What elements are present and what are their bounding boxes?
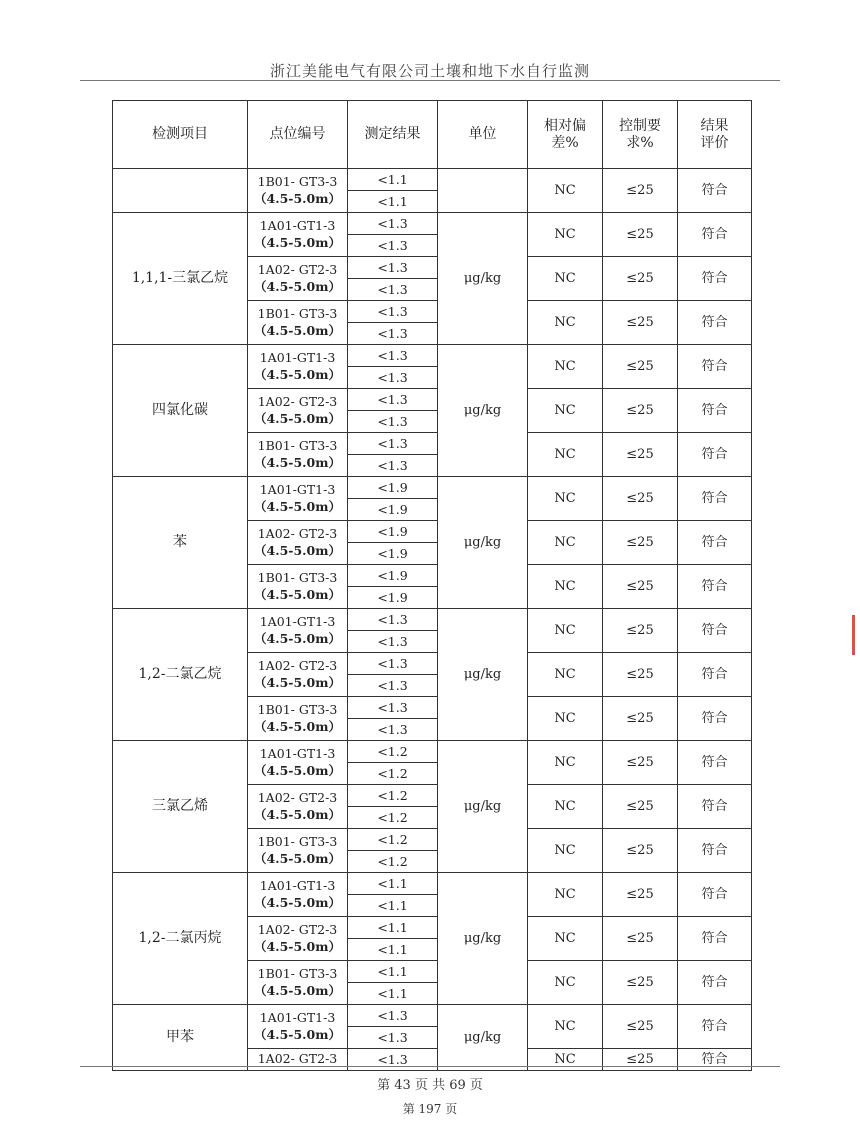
control-requirement-cell: ≤25: [603, 477, 678, 521]
result-cell: <1.3: [348, 455, 438, 477]
unit-cell: μg/kg: [438, 477, 528, 609]
item-name-cell: 苯: [113, 477, 248, 609]
point-id-cell: [248, 433, 348, 477]
point-id-cell: [248, 785, 348, 829]
point-id-cell: [248, 477, 348, 521]
control-requirement-cell: ≤25: [603, 1049, 678, 1071]
sample-depth: （4.5-5.0m）: [254, 718, 341, 734]
result-cell: <1.3: [348, 301, 438, 323]
point-id-cell: [248, 301, 348, 345]
evaluation-cell: 符合: [678, 477, 752, 521]
table-row: [113, 609, 752, 631]
point-id-cell: [248, 345, 348, 389]
result-cell: <1.3: [348, 1005, 438, 1027]
relative-deviation-cell: NC: [528, 741, 603, 785]
relative-deviation-cell: NC: [528, 1005, 603, 1049]
result-cell: <1.3: [348, 279, 438, 301]
control-requirement-cell: ≤25: [603, 301, 678, 345]
relative-deviation-cell: NC: [528, 873, 603, 917]
item-name-cell: 1,2-二氯乙烷: [113, 609, 248, 741]
sample-depth: （4.5-5.0m）: [254, 894, 341, 910]
control-requirement-cell: ≤25: [603, 1005, 678, 1049]
evaluation-cell: 符合: [678, 1005, 752, 1049]
table-row: [113, 1005, 752, 1027]
edge-mark: [852, 615, 855, 655]
column-header: 控制要求%: [603, 101, 678, 169]
sample-depth: （4.5-5.0m）: [254, 366, 341, 382]
item-name-cell: [113, 169, 248, 213]
result-cell: <1.2: [348, 851, 438, 873]
evaluation-cell: 符合: [678, 389, 752, 433]
report-header-title: 浙江美能电气有限公司土壤和地下水自行监测: [269, 62, 590, 80]
result-cell: <1.1: [348, 895, 438, 917]
point-id: 1A01-GT1-3: [259, 745, 336, 761]
relative-deviation-cell: NC: [528, 345, 603, 389]
point-id-cell: [248, 829, 348, 873]
control-requirement-cell: ≤25: [603, 433, 678, 477]
sample-depth: （4.5-5.0m）: [254, 190, 341, 206]
relative-deviation-cell: NC: [528, 961, 603, 1005]
total-page-number: 第 197 页: [402, 1102, 458, 1116]
point-id: 1A01-GT1-3: [259, 481, 336, 497]
relative-deviation-cell: NC: [528, 785, 603, 829]
result-cell: <1.3: [348, 675, 438, 697]
control-requirement-cell: ≤25: [603, 785, 678, 829]
point-id: 1B01- GT3-3: [257, 701, 338, 717]
column-header: 点位编号: [248, 101, 348, 169]
point-id-cell: [248, 609, 348, 653]
sample-depth: （4.5-5.0m）: [254, 806, 341, 822]
point-id-cell: [248, 653, 348, 697]
table-row: [113, 213, 752, 235]
control-requirement-cell: ≤25: [603, 697, 678, 741]
evaluation-cell: 符合: [678, 433, 752, 477]
result-cell: <1.3: [348, 235, 438, 257]
sample-depth: （4.5-5.0m）: [254, 278, 341, 294]
column-header: 结果评价: [678, 101, 752, 169]
control-requirement-cell: ≤25: [603, 917, 678, 961]
result-cell: <1.3: [348, 1049, 438, 1071]
evaluation-cell: 符合: [678, 301, 752, 345]
sample-depth: （4.5-5.0m）: [254, 322, 341, 338]
result-cell: <1.3: [348, 389, 438, 411]
control-requirement-cell: ≤25: [603, 829, 678, 873]
evaluation-cell: 符合: [678, 873, 752, 917]
sample-depth: （4.5-5.0m）: [254, 586, 341, 602]
control-requirement-cell: ≤25: [603, 345, 678, 389]
result-cell: <1.3: [348, 609, 438, 631]
evaluation-cell: 符合: [678, 345, 752, 389]
sample-depth: （4.5-5.0m）: [254, 454, 341, 470]
result-cell: <1.2: [348, 741, 438, 763]
control-requirement-cell: ≤25: [603, 257, 678, 301]
point-id: 1B01- GT3-3: [257, 437, 338, 453]
result-cell: <1.3: [348, 323, 438, 345]
point-id-cell: [248, 389, 348, 433]
control-requirement-cell: ≤25: [603, 389, 678, 433]
evaluation-cell: 符合: [678, 653, 752, 697]
point-id: 1A01-GT1-3: [259, 613, 336, 629]
sample-depth: （4.5-5.0m）: [254, 410, 341, 426]
point-id: 1A02- GT2-3: [257, 525, 338, 541]
point-id: 1B01- GT3-3: [257, 965, 338, 981]
evaluation-cell: 符合: [678, 213, 752, 257]
result-cell: <1.2: [348, 763, 438, 785]
unit-cell: μg/kg: [438, 1005, 528, 1071]
result-cell: <1.1: [348, 939, 438, 961]
sample-depth: （4.5-5.0m）: [254, 498, 341, 514]
result-cell: <1.3: [348, 411, 438, 433]
relative-deviation-cell: NC: [528, 301, 603, 345]
result-cell: <1.1: [348, 961, 438, 983]
result-cell: <1.9: [348, 543, 438, 565]
relative-deviation-cell: NC: [528, 433, 603, 477]
relative-deviation-cell: NC: [528, 521, 603, 565]
relative-deviation-cell: NC: [528, 389, 603, 433]
sample-depth: （4.5-5.0m）: [254, 630, 341, 646]
sample-depth: （4.5-5.0m）: [254, 762, 341, 778]
point-id-cell: [248, 917, 348, 961]
evaluation-cell: 符合: [678, 697, 752, 741]
column-header: 测定结果: [348, 101, 438, 169]
relative-deviation-cell: NC: [528, 917, 603, 961]
control-requirement-cell: ≤25: [603, 169, 678, 213]
result-cell: <1.3: [348, 367, 438, 389]
item-name-cell: 四氯化碳: [113, 345, 248, 477]
page-number: 第 43 页 共 69 页: [377, 1078, 483, 1093]
point-id: 1A02- GT2-3: [257, 393, 338, 409]
evaluation-cell: 符合: [678, 1049, 752, 1071]
point-id-cell: [248, 257, 348, 301]
point-id: 1A02- GT2-3: [257, 261, 338, 277]
item-name-cell: 甲苯: [113, 1005, 248, 1071]
control-requirement-cell: ≤25: [603, 961, 678, 1005]
control-requirement-cell: ≤25: [603, 521, 678, 565]
relative-deviation-cell: NC: [528, 697, 603, 741]
point-id-cell: [248, 873, 348, 917]
result-cell: <1.9: [348, 521, 438, 543]
control-requirement-cell: ≤25: [603, 653, 678, 697]
table-header-row: [113, 101, 752, 169]
column-header: 单位: [438, 101, 528, 169]
point-id: 1B01- GT3-3: [257, 305, 338, 321]
relative-deviation-cell: NC: [528, 1049, 603, 1071]
point-id-cell: [248, 565, 348, 609]
point-id-cell: [248, 697, 348, 741]
item-name-cell: 1,2-二氯丙烷: [113, 873, 248, 1005]
control-requirement-cell: ≤25: [603, 565, 678, 609]
control-requirement-cell: ≤25: [603, 741, 678, 785]
sample-depth: （4.5-5.0m）: [254, 542, 341, 558]
evaluation-cell: 符合: [678, 257, 752, 301]
unit-cell: μg/kg: [438, 213, 528, 345]
point-id: 1A02- GT2-3: [257, 789, 338, 805]
table-row: [113, 741, 752, 763]
point-id-cell: [248, 169, 348, 213]
result-cell: <1.9: [348, 587, 438, 609]
evaluation-cell: 符合: [678, 521, 752, 565]
relative-deviation-cell: NC: [528, 169, 603, 213]
relative-deviation-cell: NC: [528, 213, 603, 257]
table-row: [113, 477, 752, 499]
table-row: [113, 169, 752, 191]
table-body: [113, 169, 752, 1071]
point-id: 1A01-GT1-3: [259, 349, 336, 365]
result-cell: <1.3: [348, 719, 438, 741]
footer-divider: [80, 1066, 780, 1067]
evaluation-cell: 符合: [678, 785, 752, 829]
unit-cell: μg/kg: [438, 345, 528, 477]
evaluation-cell: 符合: [678, 961, 752, 1005]
evaluation-cell: 符合: [678, 829, 752, 873]
sample-depth: （4.5-5.0m）: [254, 982, 341, 998]
point-id: 1A01-GT1-3: [259, 1009, 336, 1025]
point-id-cell: [248, 961, 348, 1005]
result-cell: <1.1: [348, 917, 438, 939]
evaluation-cell: 符合: [678, 565, 752, 609]
sample-depth: （4.5-5.0m）: [254, 234, 341, 250]
point-id: 1B01- GT3-3: [257, 569, 338, 585]
result-cell: <1.9: [348, 477, 438, 499]
result-cell: <1.1: [348, 873, 438, 895]
result-cell: <1.3: [348, 653, 438, 675]
point-id: 1A02- GT2-3: [257, 1051, 338, 1067]
result-cell: <1.2: [348, 829, 438, 851]
control-requirement-cell: ≤25: [603, 873, 678, 917]
result-cell: <1.1: [348, 983, 438, 1005]
relative-deviation-cell: NC: [528, 609, 603, 653]
result-cell: <1.3: [348, 257, 438, 279]
point-id-cell: [248, 213, 348, 257]
evaluation-cell: 符合: [678, 917, 752, 961]
point-id-cell: [248, 1005, 348, 1049]
sample-depth: （4.5-5.0m）: [254, 938, 341, 954]
result-cell: <1.2: [348, 785, 438, 807]
relative-deviation-cell: NC: [528, 257, 603, 301]
column-header: 检测项目: [113, 101, 248, 169]
result-cell: <1.1: [348, 169, 438, 191]
table-row: [113, 873, 752, 895]
relative-deviation-cell: NC: [528, 477, 603, 521]
relative-deviation-cell: NC: [528, 653, 603, 697]
result-cell: <1.9: [348, 565, 438, 587]
result-cell: <1.1: [348, 191, 438, 213]
qc-results-table: [112, 100, 752, 1071]
result-cell: <1.9: [348, 499, 438, 521]
point-id: 1B01- GT3-3: [257, 173, 338, 189]
point-id-cell: [248, 521, 348, 565]
point-id: 1B01- GT3-3: [257, 833, 338, 849]
unit-cell: μg/kg: [438, 873, 528, 1005]
relative-deviation-cell: NC: [528, 565, 603, 609]
result-cell: <1.3: [348, 433, 438, 455]
evaluation-cell: 符合: [678, 741, 752, 785]
evaluation-cell: 符合: [678, 169, 752, 213]
point-id: 1A01-GT1-3: [259, 217, 336, 233]
item-name-cell: 1,1,1-三氯乙烷: [113, 213, 248, 345]
point-id-cell: [248, 741, 348, 785]
control-requirement-cell: ≤25: [603, 609, 678, 653]
point-id: 1A02- GT2-3: [257, 921, 338, 937]
control-requirement-cell: ≤25: [603, 213, 678, 257]
result-cell: <1.3: [348, 1027, 438, 1049]
result-cell: <1.3: [348, 697, 438, 719]
result-cell: <1.2: [348, 807, 438, 829]
result-cell: <1.3: [348, 345, 438, 367]
relative-deviation-cell: NC: [528, 829, 603, 873]
item-name-cell: 三氯乙烯: [113, 741, 248, 873]
sample-depth: （4.5-5.0m）: [254, 674, 341, 690]
sample-depth: （4.5-5.0m）: [254, 1026, 341, 1042]
sample-depth: （4.5-5.0m）: [254, 850, 341, 866]
unit-cell: μg/kg: [438, 741, 528, 873]
evaluation-cell: 符合: [678, 609, 752, 653]
column-header: 相对偏差%: [528, 101, 603, 169]
point-id: 1A01-GT1-3: [259, 877, 336, 893]
result-cell: <1.3: [348, 631, 438, 653]
unit-cell: μg/kg: [438, 609, 528, 741]
result-cell: <1.3: [348, 213, 438, 235]
point-id: 1A02- GT2-3: [257, 657, 338, 673]
header-divider: [80, 80, 780, 81]
unit-cell: [438, 169, 528, 213]
table-row: [113, 345, 752, 367]
point-id-cell: [248, 1049, 348, 1071]
